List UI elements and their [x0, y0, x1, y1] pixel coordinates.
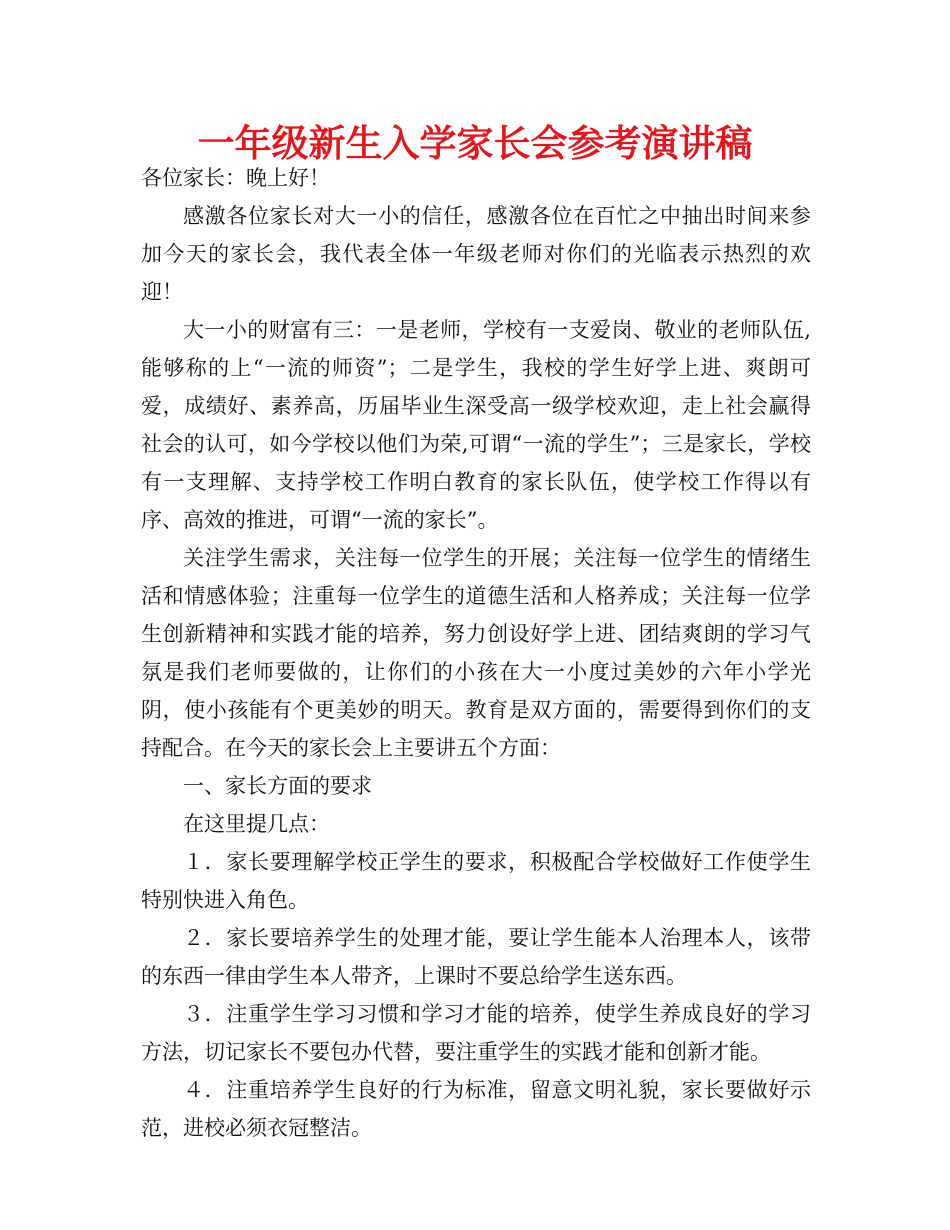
paragraph-thanks: 感激各位家长对大一小的信任，感激各位在百忙之中抽出时间来参加今天的家长会，我代表全体一年级老师对你们的光临表示热烈的欢迎！: [141, 204, 811, 304]
paragraph-wealth: 大一小的财富有三：一是老师，学校有一支爱岗、敬业的老师队伍,能够称的上“一流的师资”；二是学生，我校的学生好学上进、爽朗可爱，成绩好、素养高，历届毕业生深受高一级学校欢迎，走上社会赢得社会的认可，如今学校以他们为荣,可谓“一流的学生”；三是家长，学校有一支理解、支持学校工作明白教育的家长队伍，使学校工作得以有序、高效的推进，可谓“一流的家长”。: [141, 318, 811, 532]
paragraph-points-intro: 在这里提几点：: [183, 812, 330, 836]
list-item-3: ３．注重学生学习习惯和学习才能的培养，使学生养成良好的学习方法，切记家长不要包办代替，要注重学生的实践才能和创新才能。: [141, 1002, 811, 1064]
document-body: [141, 159, 811, 1147]
greeting-paragraph: 各位家长：晚上好！: [141, 166, 330, 190]
list-item-4: ４．注重培养学生良好的行为标准，留意文明礼貌，家长要做好示范，进校必须衣冠整洁。: [141, 1078, 811, 1140]
section-heading-parent-requirements: 一、家长方面的要求: [183, 774, 372, 798]
paragraph-focus: 关注学生需求，关注每一位学生的开展；关注每一位学生的情绪生活和情感体验；注重每一位学生的道德生活和人格养成；关注每一位学生创新精神和实践才能的培养，努力创设好学上进、团结爽朗的学习气氛是我们老师要做的，让你们的小孩在大一小度过美妙的六年小学光阴，使小孩能有个更美妙的明天。教育是双方面的，需要得到你们的支持配合。在今天的家长会上主要讲五个方面：: [141, 546, 811, 760]
list-item-2: ２．家长要培养学生的处理才能，要让学生能本人治理本人，该带的东西一律由学生本人带齐，上课时不要总给学生送东西。: [141, 926, 811, 988]
list-item-1: １．家长要理解学校正学生的要求，积极配合学校做好工作使学生特别快进入角色。: [141, 850, 811, 912]
document-title: 一年级新生入学家长会参考演讲稿: [197, 122, 753, 165]
